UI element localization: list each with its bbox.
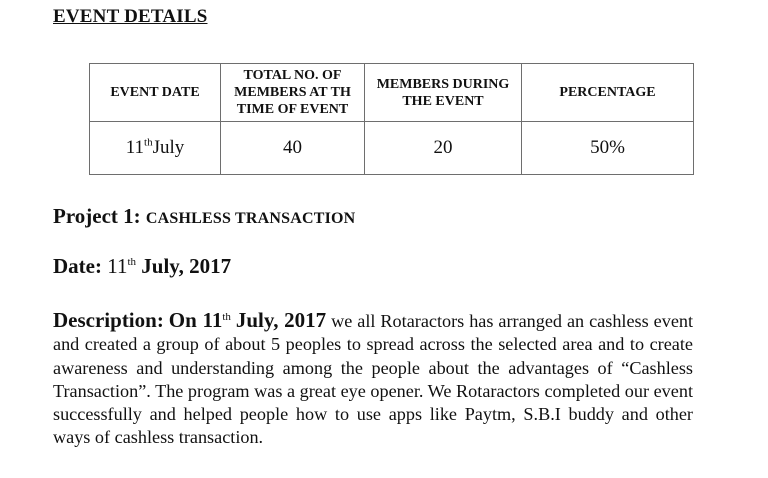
date-suffix: th bbox=[127, 256, 137, 268]
date-day: 11 bbox=[107, 254, 128, 278]
header-total-line-1: TOTAL NO. OF bbox=[243, 68, 342, 83]
date-label: Date: bbox=[53, 254, 102, 278]
project-name: CASHLESS TRANSACTION bbox=[145, 210, 356, 227]
header-during-line-1: MEMBERS DURING bbox=[376, 76, 510, 92]
header-event-date: EVENT DATE bbox=[90, 64, 221, 122]
header-total-line-3: TIME OF EVENT bbox=[236, 102, 349, 117]
description-label: Description: bbox=[53, 308, 164, 332]
event-details-table bbox=[89, 63, 694, 175]
date-month-year: July, 2017 bbox=[141, 254, 232, 278]
header-percentage: PERCENTAGE bbox=[522, 64, 694, 122]
description-body: we all Rotaractors has arranged an cashless event and created a group of about 5 peoples to spread across the selected area and to create awareness and understanding among the people about the advantages of “Cashless Transaction”. The program was a great eye opener. We Rotaractors completed our event successfully and helped people how to use apps like Paytm, S.B.I buddy and other ways of cashless transaction. bbox=[53, 311, 694, 448]
header-during-line-2: THE EVENT bbox=[402, 93, 484, 109]
cell-event-date bbox=[90, 122, 221, 175]
table-header-row bbox=[90, 64, 694, 122]
cell-total-members: 40 bbox=[221, 122, 365, 175]
event-date-day: 11 bbox=[125, 137, 145, 158]
event-date-suffix: th bbox=[144, 136, 153, 149]
header-members-during bbox=[365, 64, 522, 122]
description-lead-suffix: th bbox=[222, 310, 231, 323]
description-lead-date: July, 2017 bbox=[235, 308, 327, 332]
description-lead-on: On 11 bbox=[168, 308, 223, 332]
cell-percentage: 50% bbox=[522, 122, 694, 175]
project-title bbox=[53, 204, 355, 229]
cell-members-during: 20 bbox=[365, 122, 522, 175]
project-description bbox=[53, 309, 693, 450]
event-date-month: July bbox=[152, 137, 185, 158]
header-total-line-2: MEMBERS AT TH bbox=[234, 85, 351, 100]
project-date bbox=[53, 254, 231, 279]
header-total-members bbox=[221, 64, 365, 122]
table-row bbox=[90, 122, 694, 175]
section-heading: EVENT DETAILS bbox=[53, 6, 208, 27]
project-label: Project 1: bbox=[53, 204, 141, 228]
